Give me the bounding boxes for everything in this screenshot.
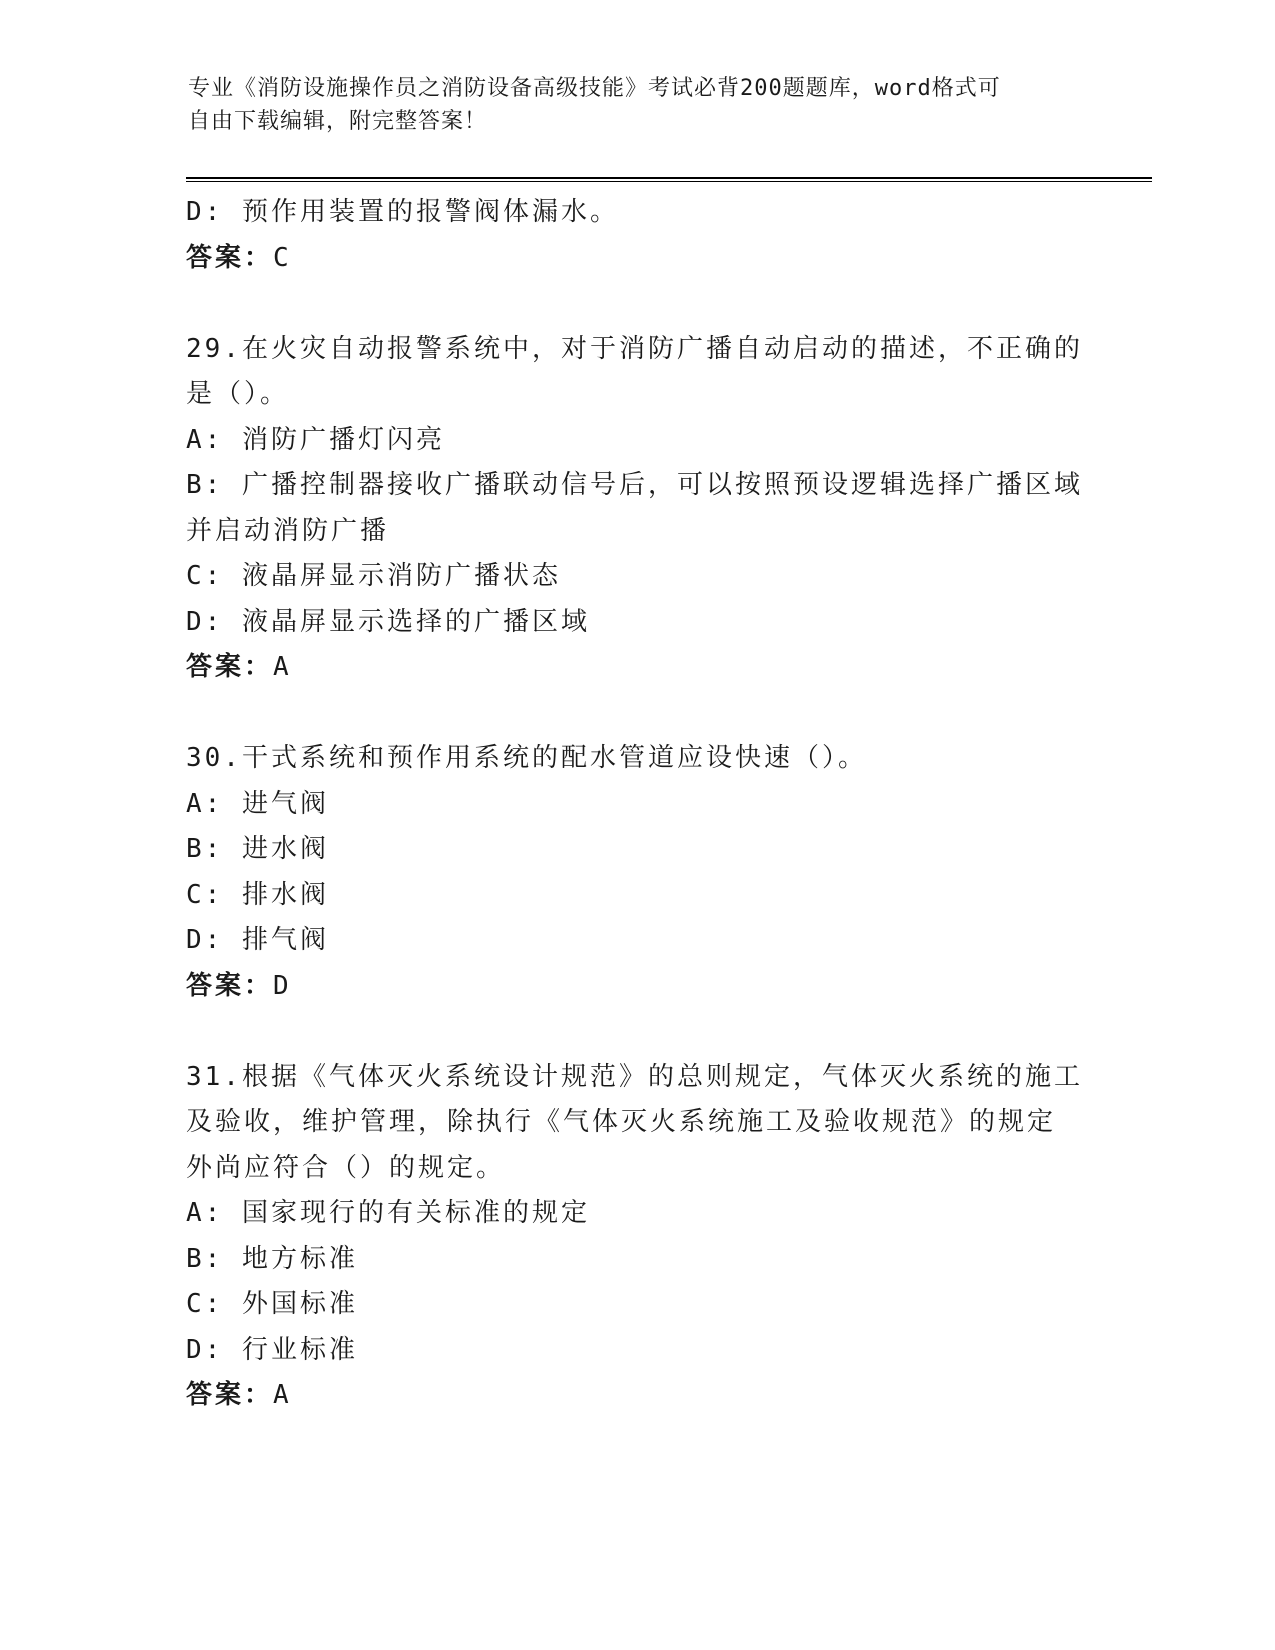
spacer: [186, 1009, 1086, 1055]
answer-value: D: [273, 970, 292, 1001]
option-c: C: 排水阀: [186, 879, 329, 910]
document-header: [188, 72, 1088, 138]
answer-value: A: [273, 1380, 292, 1410]
option-a: A: 国家现行的有关标准的规定: [186, 1198, 590, 1228]
header-divider: [186, 177, 1152, 182]
option-b: B: 地方标准: [186, 1243, 358, 1274]
answer-label: 答案：: [186, 242, 274, 273]
question-stem-line: 是（）。: [186, 379, 290, 409]
answer-line: [186, 964, 1086, 1010]
question-29: [186, 327, 1086, 691]
option-d: D: 行业标准: [186, 1334, 358, 1365]
document-body: [186, 190, 1086, 1419]
option-b: B: 进水阀: [186, 834, 329, 864]
header-line-1: 专业《消防设施操作员之消防设备高级技能》考试必背200题题库，word格式可: [188, 76, 1001, 101]
header-line-2: 自由下载编辑，附完整答案！: [188, 109, 488, 134]
option-a: A: 进气阀: [186, 788, 329, 819]
answer-label: 答案：: [186, 970, 274, 1001]
question-stem-line: 30.干式系统和预作用系统的配水管道应设快速（）。: [186, 743, 867, 773]
answer-line: [186, 236, 1086, 282]
question-30: [186, 736, 1086, 1009]
option-d: D: 排气阀: [186, 925, 329, 955]
option-c: C: 液晶屏显示消防广播状态: [186, 561, 561, 591]
answer-line: [186, 645, 1086, 691]
answer-value: C: [273, 242, 292, 273]
option-c: C: 外国标准: [186, 1289, 358, 1319]
answer-line: [186, 1373, 1086, 1419]
option-d: D: 预作用装置的报警阀体漏水。: [186, 197, 619, 227]
option-a: A: 消防广播灯闪亮: [186, 424, 445, 455]
answer-value: A: [273, 652, 292, 682]
spacer: [186, 281, 1086, 327]
question-31: [186, 1055, 1086, 1419]
question-stem-line: 外尚应符合（）的规定。: [186, 1152, 506, 1183]
answer-label: 答案：: [186, 1380, 274, 1410]
question-stem-line: 31.根据《气体灭火系统设计规范》的总则规定，气体灭火系统的施工: [186, 1061, 1083, 1092]
question-stem-line: 29.在火灾自动报警系统中，对于消防广播自动启动的描述，不正确的: [186, 333, 1083, 364]
option-b: B: 广播控制器接收广播联动信号后，可以按照预设逻辑选择广播区域: [186, 470, 1083, 500]
option-d: D: 液晶屏显示选择的广播区域: [186, 606, 590, 637]
option-b-continued: 并启动消防广播: [186, 515, 390, 546]
spacer: [186, 691, 1086, 737]
answer-label: 答案：: [186, 652, 274, 682]
question-stem-line: 及验收，维护管理，除执行《气体灭火系统施工及验收规范》的规定: [186, 1107, 1057, 1137]
